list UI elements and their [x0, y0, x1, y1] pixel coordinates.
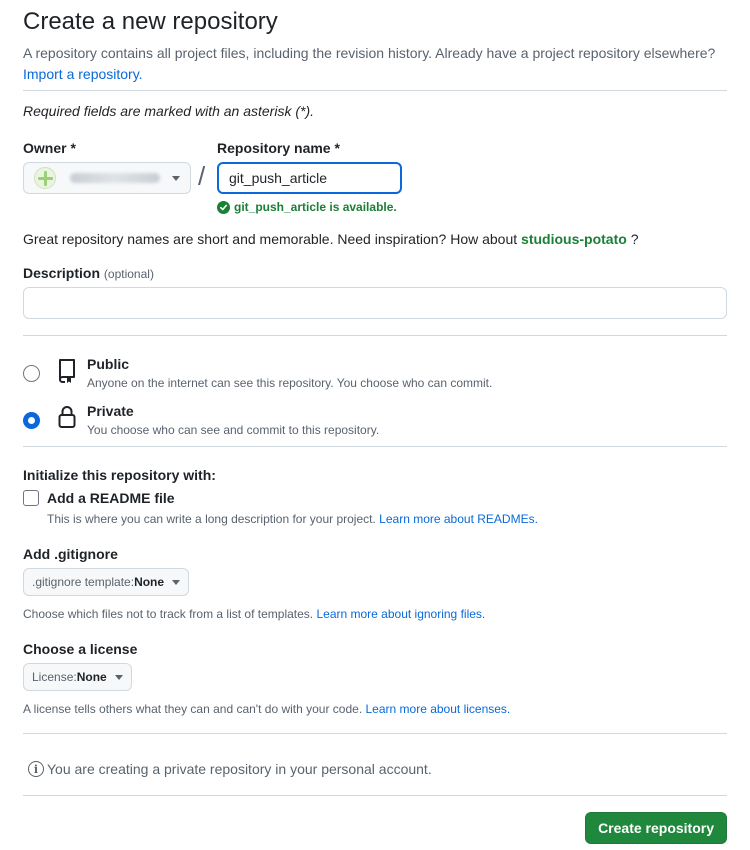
- private-description: You choose who can see and commit to this repository.: [87, 423, 380, 437]
- license-learn-more-link[interactable]: Learn more about licenses.: [365, 702, 511, 716]
- description-label: [23, 265, 154, 281]
- suggestion-suffix: ?: [630, 231, 639, 247]
- page-title: Create a new repository: [23, 8, 278, 35]
- private-repo-notice: [28, 761, 432, 777]
- license-select-key: License:: [32, 670, 77, 684]
- readme-description: [47, 512, 538, 526]
- lock-icon: [57, 404, 77, 430]
- divider: [23, 90, 727, 91]
- intro-text: [23, 43, 727, 85]
- divider: [23, 446, 727, 447]
- divider: [23, 335, 727, 336]
- license-help: [23, 702, 510, 716]
- owner-dropdown[interactable]: [23, 162, 191, 194]
- owner-label: Owner *: [23, 140, 76, 156]
- description-label-text: Description: [23, 265, 101, 281]
- optional-tag: (optional): [103, 267, 154, 281]
- repository-name-input[interactable]: [217, 162, 402, 194]
- description-input[interactable]: [23, 287, 727, 319]
- public-radio[interactable]: [23, 365, 40, 382]
- info-icon: i: [28, 761, 44, 777]
- owner-avatar-icon: [34, 167, 56, 189]
- owner-repo-separator: /: [198, 161, 206, 191]
- gitignore-template-select[interactable]: [23, 568, 189, 596]
- license-select[interactable]: [23, 663, 132, 691]
- suggestion-text: Great repository names are short and memorable. Need inspiration? How about: [23, 231, 518, 247]
- repo-icon: [57, 358, 77, 384]
- add-readme-label[interactable]: Add a README file: [47, 490, 175, 506]
- gitignore-select-value: None: [134, 575, 165, 589]
- divider: [23, 795, 727, 796]
- private-radio[interactable]: [23, 412, 40, 429]
- availability-status: [217, 200, 397, 214]
- notice-text: You are creating a private repository in your personal account.: [47, 761, 432, 777]
- repo-name-label: Repository name *: [217, 140, 340, 156]
- chevron-down-icon: [115, 675, 123, 680]
- suggested-name-link[interactable]: studious-potato: [521, 231, 627, 247]
- gitignore-help-text: Choose which files not to track from a list of templates.: [23, 607, 314, 621]
- readme-learn-more-link[interactable]: Learn more about READMEs.: [379, 512, 538, 526]
- gitignore-title: Add .gitignore: [23, 546, 118, 562]
- readme-help-text: This is where you can write a long description for your project.: [47, 512, 376, 526]
- add-readme-checkbox[interactable]: [23, 490, 39, 506]
- private-title: Private: [87, 403, 134, 419]
- check-circle-icon: [217, 201, 230, 214]
- import-repository-link[interactable]: Import a repository.: [23, 66, 143, 82]
- availability-text: git_push_article is available.: [234, 200, 397, 214]
- public-description: Anyone on the internet can see this repository. You choose who can commit.: [87, 376, 493, 390]
- license-title: Choose a license: [23, 641, 138, 657]
- name-suggestion: [23, 231, 639, 247]
- required-fields-note: Required fields are marked with an asterisk (*).: [23, 103, 315, 119]
- gitignore-select-key: .gitignore template:: [32, 575, 135, 589]
- public-title: Public: [87, 356, 130, 372]
- initialize-title: Initialize this repository with:: [23, 467, 216, 483]
- divider: [23, 733, 727, 734]
- chevron-down-icon: [172, 580, 180, 585]
- license-help-text: A license tells others what they can and can't do with your code.: [23, 702, 363, 716]
- gitignore-help: [23, 607, 485, 621]
- gitignore-learn-more-link[interactable]: Learn more about ignoring files.: [316, 607, 486, 621]
- create-repository-button[interactable]: Create repository: [585, 812, 727, 844]
- license-select-value: None: [76, 670, 107, 684]
- owner-name-blurred: [70, 173, 160, 183]
- intro-description: A repository contains all project files, including the revision history. Already have a project repository elsewhere?: [23, 45, 716, 61]
- chevron-down-icon: [172, 176, 180, 181]
